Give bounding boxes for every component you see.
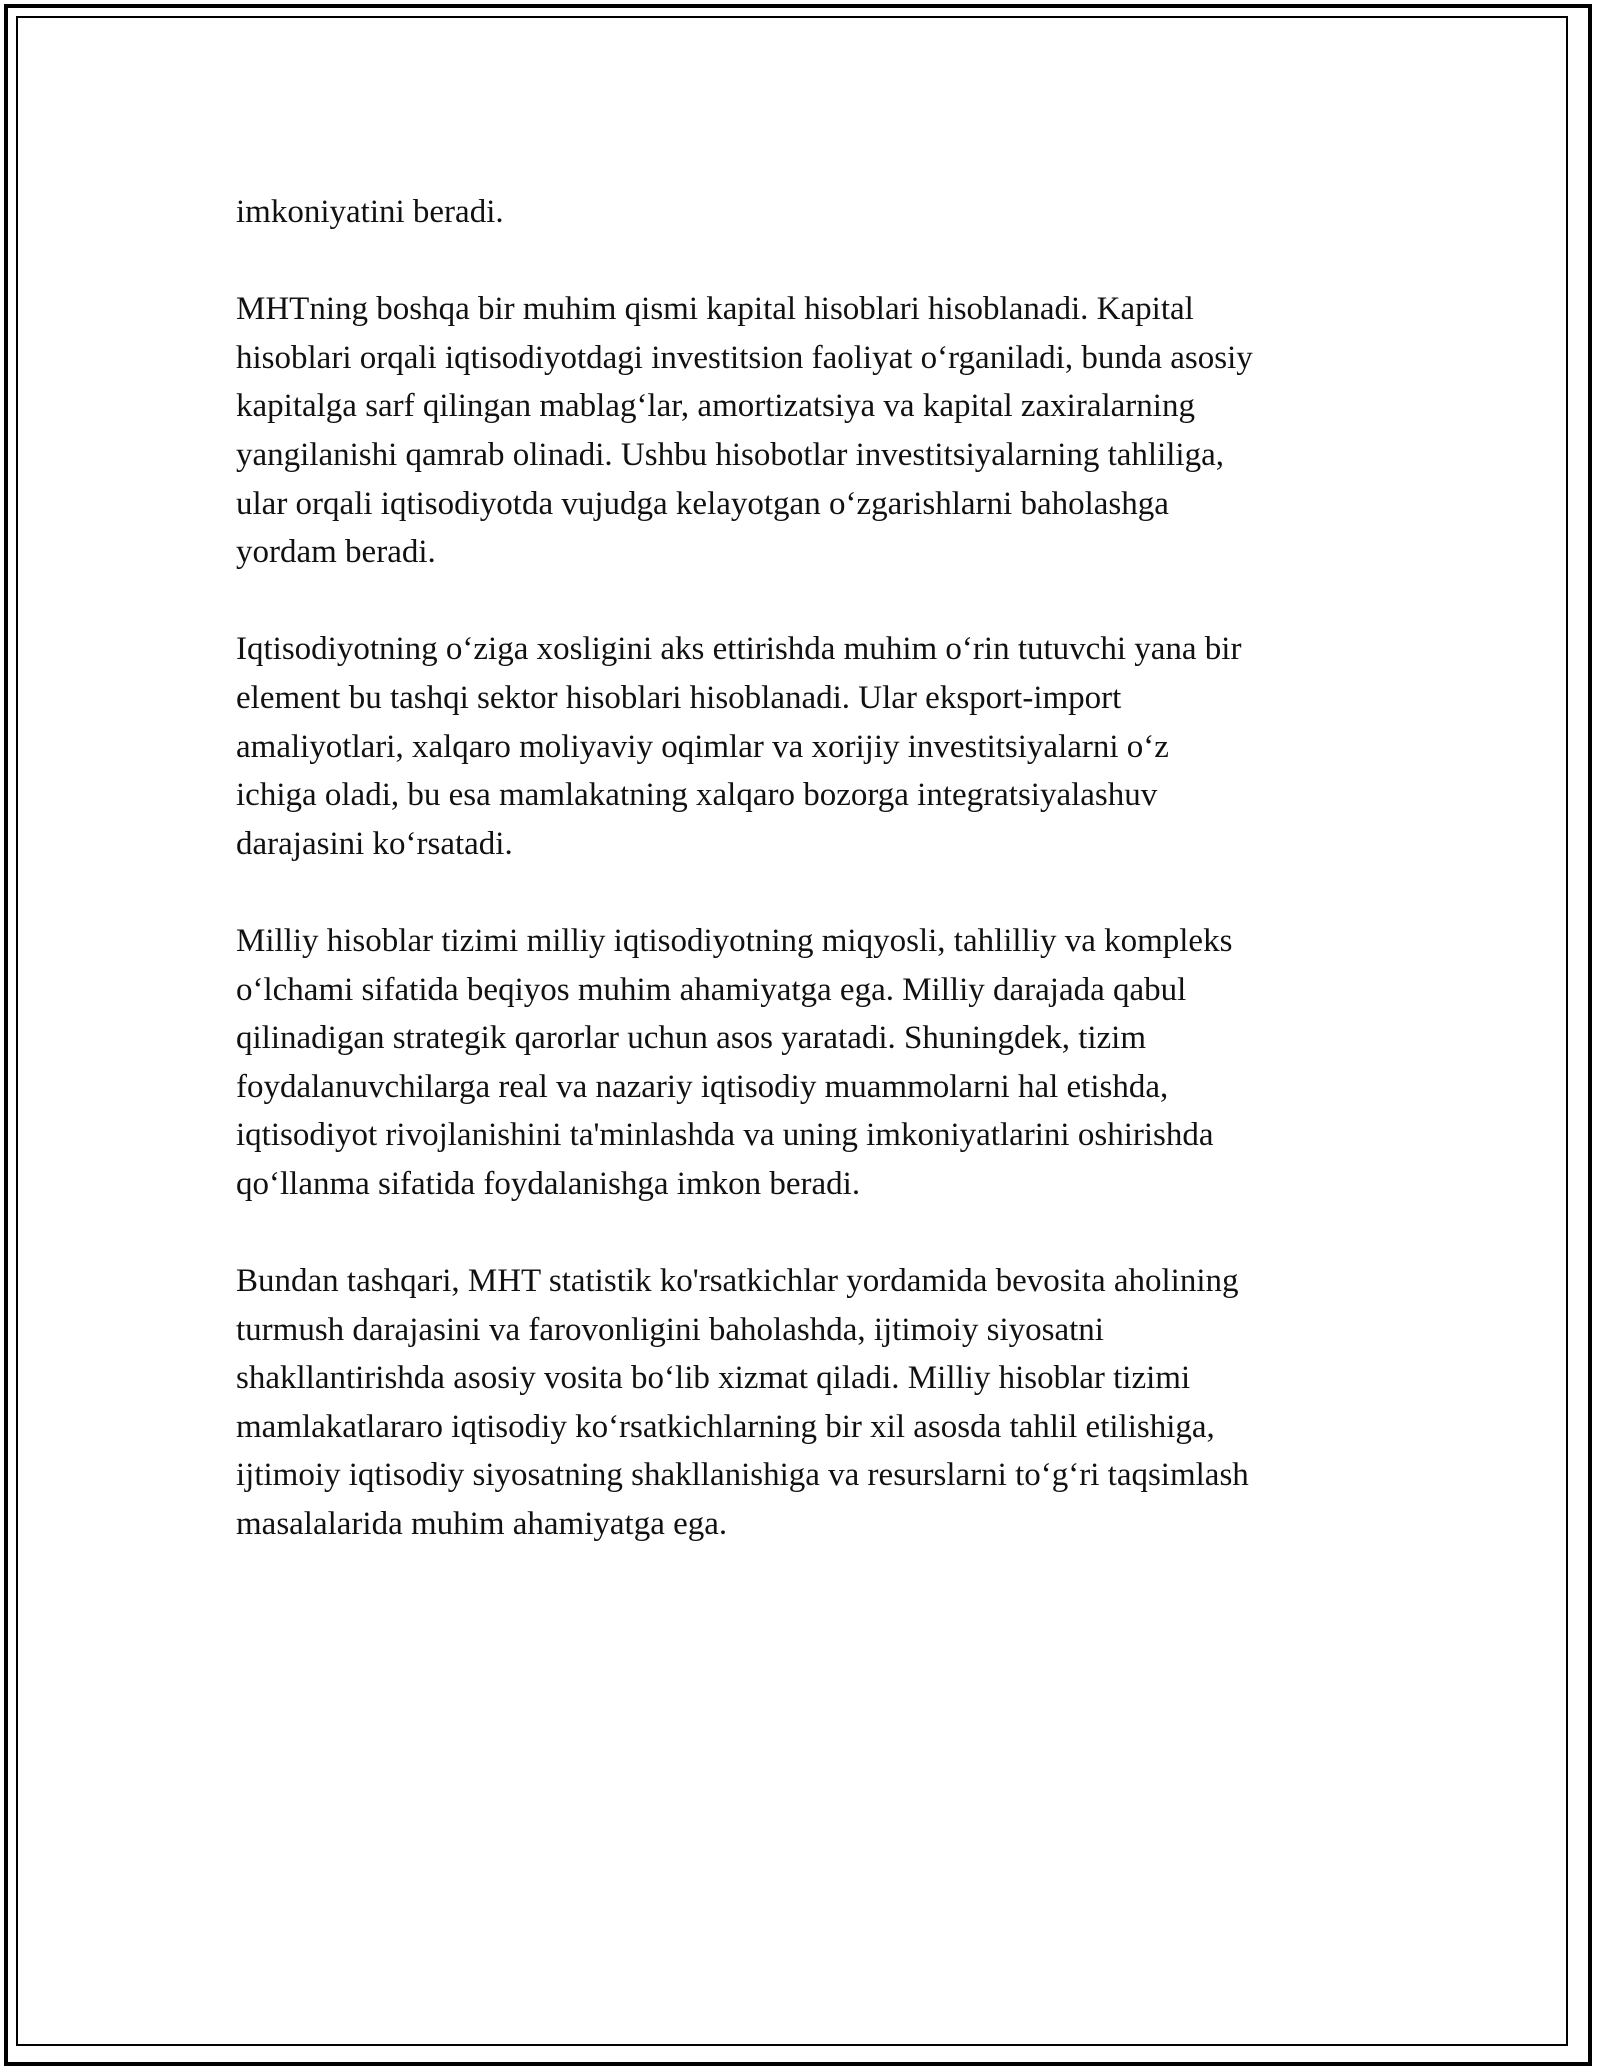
text-line: mamlakatlararo iqtisodiy ko‘rsatkichlarning bir xil asosda tahlil etilishiga, <box>236 1408 1215 1445</box>
document-body <box>236 188 1376 1597</box>
text-line: yangilanishi qamrab olinadi. Ushbu hisobotlar investitsiyalarning tahliliga, <box>236 436 1225 473</box>
text-line: qo‘llanma sifatida foydalanishga imkon beradi. <box>236 1165 861 1202</box>
text-line: element bu tashqi sektor hisoblari hisoblanadi. Ular eksport-import <box>236 679 1122 716</box>
text-line: ijtimoiy iqtisodiy siyosatning shakllanishiga va resurslarni to‘g‘ri taqsimlash <box>236 1457 1249 1494</box>
text-line: yordam beradi. <box>236 534 436 571</box>
paragraph-1 <box>236 188 1376 237</box>
text-line: MHTning boshqa bir muhim qismi kapital hisoblari hisoblanadi. Kapital <box>236 291 1194 328</box>
text-line: turmush darajasini va farovonligini baholashda, ijtimoiy siyosatni <box>236 1311 1104 1348</box>
text-line: shakllantirishda asosiy vosita bo‘lib xizmat qiladi. Milliy hisoblar tizimi <box>236 1360 1191 1397</box>
paragraph-2 <box>236 285 1376 577</box>
text-line: Bundan tashqari, MHT statistik ko'rsatkichlar yordamida bevosita aholining <box>236 1263 1239 1300</box>
text-line: amaliyotlari, xalqaro moliyaviy oqimlar va xorijiy investitsiyalarni o‘z <box>236 728 1169 765</box>
text-line: foydalanuvchilarga real va nazariy iqtisodiy muammolarni hal etishda, <box>236 1068 1169 1105</box>
text-line: ichiga oladi, bu esa mamlakatning xalqaro bozorga integratsiyalashuv <box>236 777 1158 814</box>
text-line: imkoniyatini beradi. <box>236 194 504 230</box>
text-line: kapitalga sarf qilingan mablag‘lar, amortizatsiya va kapital zaxiralarning <box>236 388 1195 425</box>
paragraph-5 <box>236 1257 1376 1549</box>
text-line: qilinadigan strategik qarorlar uchun asos yaratadi. Shuningdek, tizim <box>236 1020 1147 1057</box>
paragraph-3 <box>236 625 1376 868</box>
text-line: ular orqali iqtisodiyotda vujudga kelayotgan o‘zgarishlarni baholashga <box>236 485 1169 522</box>
text-line: darajasini ko‘rsatadi. <box>236 825 513 862</box>
text-line: Iqtisodiyotning o‘ziga xosligini aks ettirishda muhim o‘rin tutuvchi yana bir <box>236 631 1242 668</box>
text-line: masalalarida muhim ahamiyatga ega. <box>236 1506 728 1543</box>
text-line: iqtisodiyot rivojlanishini ta'minlashda va uning imkoniyatlarini oshirishda <box>236 1117 1214 1154</box>
text-line: o‘lchami sifatida beqiyos muhim ahamiyatga ega. Milliy darajada qabul <box>236 971 1187 1008</box>
text-line: hisoblari orqali iqtisodiyotdagi investitsion faoliyat o‘rganiladi, bunda asosiy <box>236 339 1253 376</box>
paragraph-4 <box>236 917 1376 1209</box>
text-line: Milliy hisoblar tizimi milliy iqtisodiyotning miqyosli, tahlilliy va kompleks <box>236 922 1233 959</box>
